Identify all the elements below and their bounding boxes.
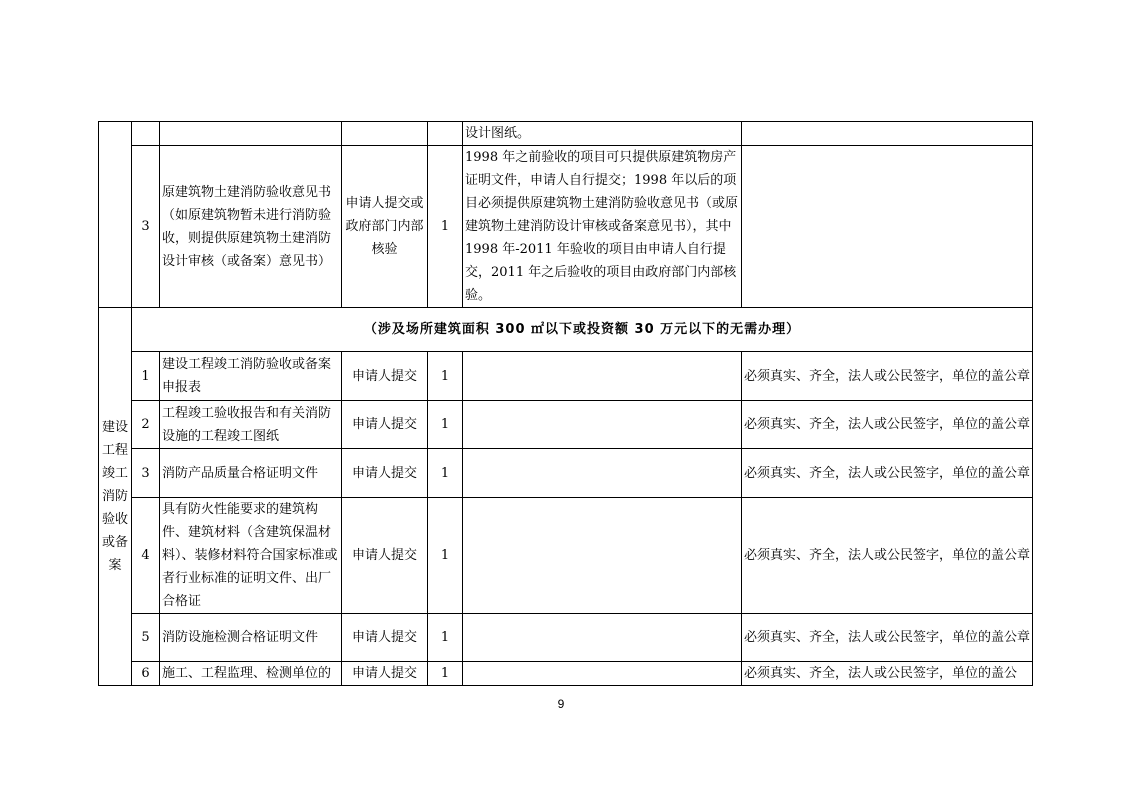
row-number	[132, 122, 160, 146]
table-row	[99, 498, 1033, 614]
material-count: 1	[428, 146, 463, 308]
row-number: 3	[132, 146, 160, 308]
material-requirement: 必须真实、齐全，法人或公民签字，单位的盖公章	[742, 401, 1033, 449]
material-source: 申请人提交	[342, 662, 428, 686]
material-source: 申请人提交	[342, 498, 428, 614]
table-row	[99, 614, 1033, 662]
material-name: 施工、工程监理、检测单位的	[160, 662, 342, 686]
material-description	[463, 662, 742, 686]
category-cell: 建设工程竣工消防验收或备案	[99, 308, 132, 686]
material-description: 1998 年之前验收的项目可只提供原建筑物房产证明文件，申请人自行提交；1998 年以后的项目必须提供原建筑物土建消防验收意见书（或原建筑物土建消防设计审核或备案意见书），其中 1998 年-2011 年验收的项目由申请人自行提交，2011 年之后验收的项目由政府部门内部核验。	[463, 146, 742, 308]
table-row	[99, 352, 1033, 401]
material-description	[463, 614, 742, 662]
material-count: 1	[428, 498, 463, 614]
material-name: 建设工程竣工消防验收或备案申报表	[160, 352, 342, 401]
page-number: 9	[557, 697, 565, 711]
material-name: 消防设施检测合格证明文件	[160, 614, 342, 662]
material-name	[160, 122, 342, 146]
material-count	[428, 122, 463, 146]
row-number: 5	[132, 614, 160, 662]
row-number: 6	[132, 662, 160, 686]
table-row	[99, 401, 1033, 449]
material-requirement	[742, 146, 1033, 308]
materials-table	[98, 121, 1033, 686]
material-requirement: 必须真实、齐全，法人或公民签字，单位的盖公章	[742, 498, 1033, 614]
material-source: 申请人提交或政府部门内部核验	[342, 146, 428, 308]
material-description: 设计图纸。	[463, 122, 742, 146]
material-requirement: 必须真实、齐全，法人或公民签字，单位的盖公章	[742, 449, 1033, 498]
material-source	[342, 122, 428, 146]
material-source: 申请人提交	[342, 401, 428, 449]
material-description	[463, 498, 742, 614]
material-description	[463, 401, 742, 449]
material-count: 1	[428, 449, 463, 498]
section-banner: （涉及场所建筑面积 300 ㎡以下或投资额 30 万元以下的无需办理）	[132, 308, 1033, 352]
material-requirement: 必须真实、齐全，法人或公民签字，单位的盖公章	[742, 614, 1033, 662]
material-source: 申请人提交	[342, 449, 428, 498]
table-row	[99, 449, 1033, 498]
material-description	[463, 449, 742, 498]
material-requirement	[742, 122, 1033, 146]
material-count: 1	[428, 662, 463, 686]
table-row	[99, 662, 1033, 686]
material-description	[463, 352, 742, 401]
material-name: 原建筑物土建消防验收意见书（如原建筑物暂未进行消防验收，则提供原建筑物土建消防设计审核（或备案）意见书）	[160, 146, 342, 308]
material-count: 1	[428, 401, 463, 449]
category-cell	[99, 122, 132, 308]
row-number: 4	[132, 498, 160, 614]
material-source: 申请人提交	[342, 614, 428, 662]
material-requirement: 必须真实、齐全，法人或公民签字，单位的盖公	[742, 662, 1033, 686]
material-count: 1	[428, 614, 463, 662]
table-row	[99, 122, 1033, 146]
material-name: 具有防火性能要求的建筑构件、建筑材料（含建筑保温材料）、装修材料符合国家标准或者行业标准的证明文件、出厂合格证	[160, 498, 342, 614]
material-requirement: 必须真实、齐全，法人或公民签字，单位的盖公章	[742, 352, 1033, 401]
material-count: 1	[428, 352, 463, 401]
row-number: 3	[132, 449, 160, 498]
table-row	[99, 308, 1033, 352]
material-name: 工程竣工验收报告和有关消防设施的工程竣工图纸	[160, 401, 342, 449]
material-source: 申请人提交	[342, 352, 428, 401]
row-number: 1	[132, 352, 160, 401]
row-number: 2	[132, 401, 160, 449]
material-name: 消防产品质量合格证明文件	[160, 449, 342, 498]
table-row	[99, 146, 1033, 308]
